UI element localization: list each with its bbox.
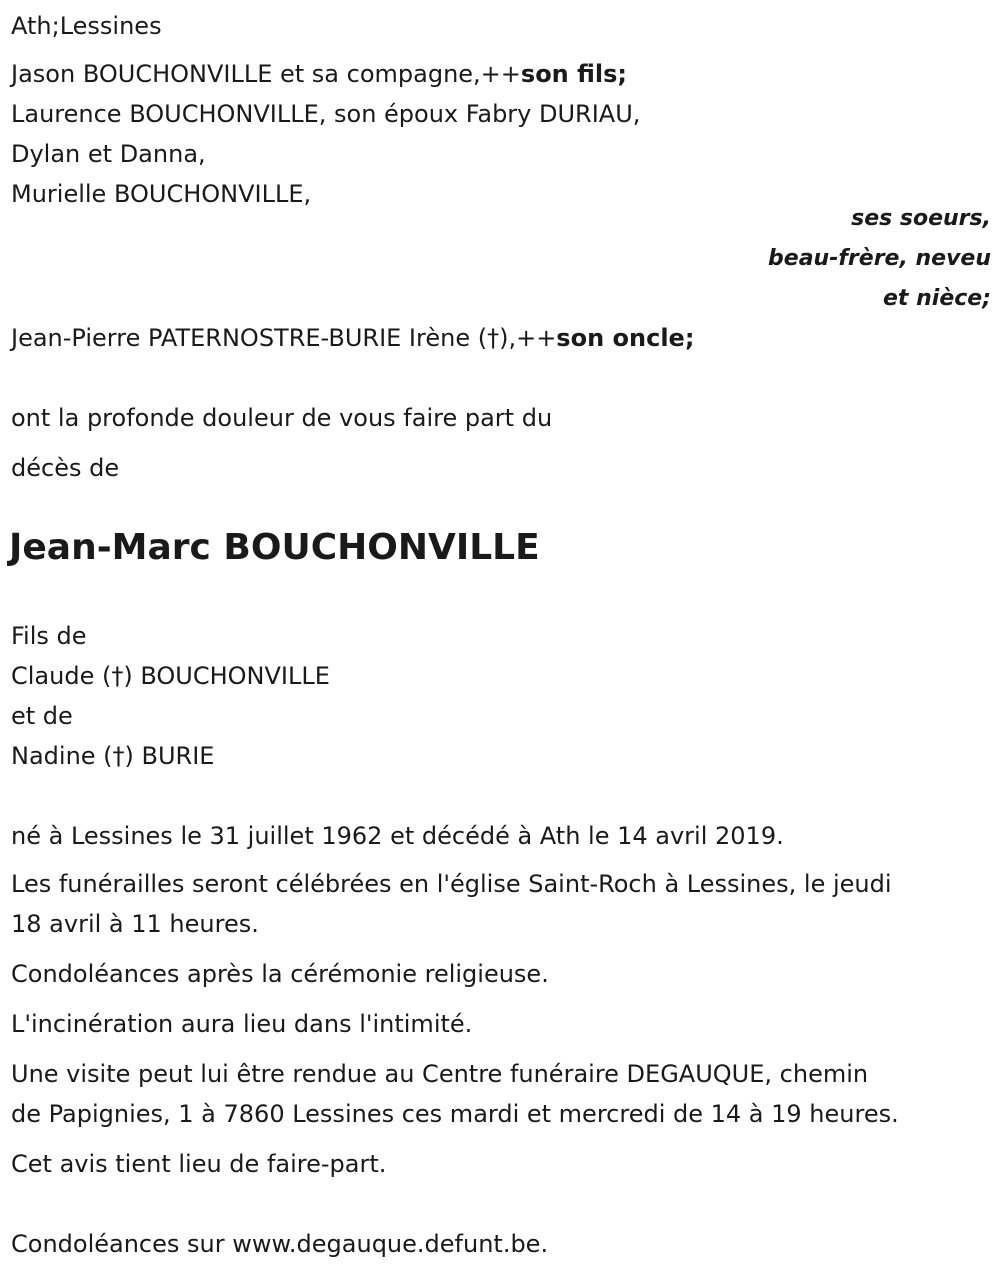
family-line-sister-1: Laurence BOUCHONVILLE, son époux Fabry DURIAU,: [11, 100, 641, 128]
visit-line-2: de Papignies, 1 à 7860 Lessines ces mardi et mercredi de 14 à 19 heures.: [11, 1100, 899, 1128]
condolences-line: Condoléances après la cérémonie religieuse.: [11, 960, 549, 988]
deceased-name: Jean-Marc BOUCHONVILLE: [9, 527, 540, 568]
notice-line: Cet avis tient lieu de faire-part.: [11, 1150, 387, 1178]
parents-line-mother: Nadine (†) BURIE: [11, 742, 215, 770]
son-role: son fils;: [520, 60, 628, 88]
family-line-son: [11, 58, 627, 90]
family-line-sister-2: Murielle BOUCHONVILLE,: [11, 180, 312, 208]
role-sisters: ses soeurs,: [851, 206, 991, 231]
parents-line-3: et de: [11, 702, 73, 730]
birth-death-line: né à Lessines le 31 juillet 1962 et décédé à Ath le 14 avril 2019.: [11, 822, 784, 850]
role-niece: et nièce;: [883, 286, 991, 311]
cremation-line: L'incinération aura lieu dans l'intimité.: [11, 1010, 473, 1038]
funeral-line-1: Les funérailles seront célébrées en l'église Saint-Roch à Lessines, le jeudi: [11, 870, 892, 898]
visit-line-1: Une visite peut lui être rendue au Centre funéraire DEGAUQUE, chemin: [11, 1060, 869, 1088]
uncle-role: son oncle;: [556, 324, 695, 352]
funeral-line-2: 18 avril à 11 heures.: [11, 910, 259, 938]
location-header: Ath;Lessines: [11, 12, 162, 40]
uncle-name: Jean-Pierre PATERNOSTRE-BURIE Irène (†),++: [11, 324, 557, 352]
role-in-laws: beau-frère, neveu: [768, 246, 991, 271]
family-line-uncle: [11, 322, 694, 354]
announcement-line-2: décès de: [11, 454, 120, 482]
announcement-line-1: ont la profonde douleur de vous faire part du: [11, 404, 553, 432]
parents-line-father: Claude (†) BOUCHONVILLE: [11, 662, 330, 690]
family-line-children: Dylan et Danna,: [11, 140, 206, 168]
parents-line-1: Fils de: [11, 622, 87, 650]
son-name: Jason BOUCHONVILLE et sa compagne,++: [11, 60, 521, 88]
online-condolences-line: Condoléances sur www.degauque.defunt.be.: [11, 1230, 549, 1258]
